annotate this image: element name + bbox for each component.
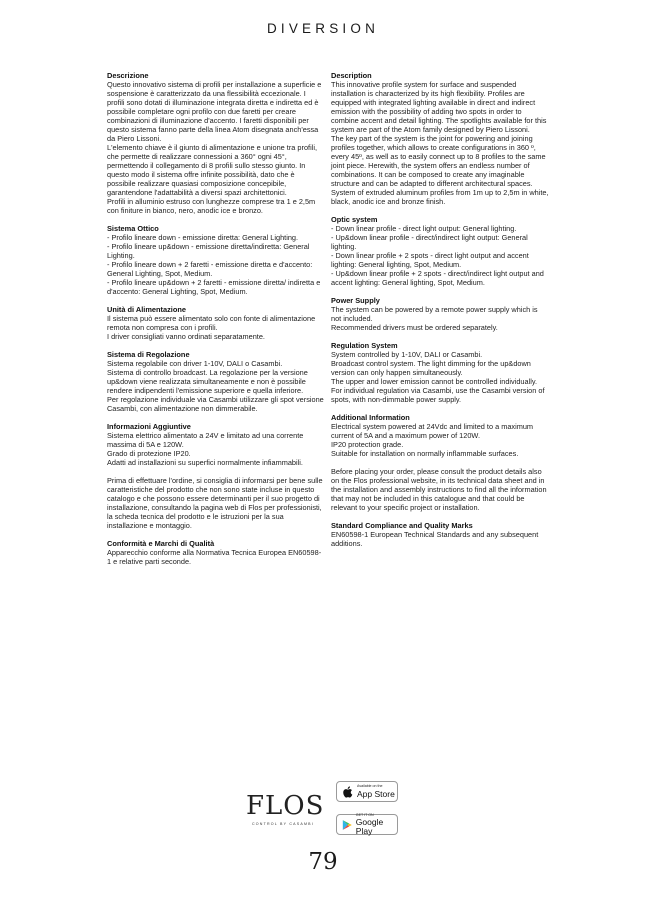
section-paragraph: IP20 protection grade. (331, 440, 404, 449)
text-section (107, 350, 325, 413)
text-section (331, 341, 549, 404)
text-section (331, 296, 549, 332)
app-store-small-text: Available on the (357, 783, 383, 788)
section-paragraph: Profili in alluminio estruso con lunghezze comprese tra 1 e 2,5m con finiture in bianco, nero, anodic ice e bronzo. (107, 197, 316, 215)
section-paragraph: This innovative profile system for surface and suspended installation is characterized by its high flexibility. Profiles are equipped with integrated lighting available in direct and indirect emission with the possibility of adding two spots in order to combine accent and detail lighting. The spotlights available for this system are part of the Atom family designed by Piero Lissoni. (331, 80, 547, 134)
section-paragraph: Il sistema può essere alimentato solo con fonte di alimentazione remota non compresa con i profili. (107, 314, 316, 332)
flos-logo (246, 791, 325, 826)
section-paragraph: For individual regulation via Casambi, use the Casambi version of spots, with non-dimmable power supply. (331, 386, 545, 404)
section-heading: Unità di Alimentazione (107, 305, 186, 314)
text-section (331, 413, 549, 458)
google-play-label: Google Play (355, 817, 384, 836)
section-paragraph: Adatti ad installazioni su superfici normalmente infiammabili. (107, 458, 303, 467)
text-section (107, 71, 325, 215)
text-section (331, 71, 549, 206)
section-paragraph: Recommended drivers must be ordered separately. (331, 323, 498, 332)
text-section (331, 521, 549, 548)
section-paragraph: Sistema regolabile con driver 1-10V, DALI o Casambi. (107, 359, 283, 368)
section-paragraph: Suitable for installation on normally inflammable surfaces. (331, 449, 519, 458)
google-play-icon (342, 819, 352, 831)
section-paragraph: Electrical system powered at 24Vdc and limited to a maximum current of 5A and a maximum power of 120W. (331, 422, 534, 440)
italian-text-column (107, 71, 325, 575)
section-paragraph: Broadcast control system. The light dimming for the up&down version can only happen simultaneously. (331, 359, 531, 377)
section-heading: Description (331, 71, 372, 80)
section-paragraph: - Profilo lineare down - emissione diretta: General Lighting. (107, 233, 299, 242)
section-heading: Standard Compliance and Quality Marks (331, 521, 473, 530)
app-store-label: App Store (357, 788, 395, 799)
text-section (107, 476, 325, 530)
section-paragraph: - Profilo lineare down + 2 faretti - emissione diretta e d'accento: General Lighting, Spot, Medium. (107, 260, 313, 278)
text-section (107, 422, 325, 467)
google-play-badge[interactable] (336, 814, 398, 835)
google-play-small-text: GET IT ON (355, 812, 374, 817)
section-paragraph: System of extruded aluminum profiles from 1m up to 2,5m in white, black, anodic ice and bronze finish. (331, 188, 549, 206)
section-heading: Informazioni Aggiuntive (107, 422, 191, 431)
section-paragraph: Grado di protezione IP20. (107, 449, 191, 458)
section-paragraph: - Profilo lineare up&down - emissione diretta/indiretta: General Lighting. (107, 242, 310, 260)
section-paragraph: L'elemento chiave è il giunto di alimentazione e unione tra profili, che permette di realizzare connessioni a 360° ogni 45°, permettendo il collegamento di 8 profili sullo stesso giunto. In questo modo il sistema offre infinite possibilità, dato che è possibile realizzare quasiasi composizione concepibile, garantendone l'adattabilità a diversi spazi architettonici. (107, 143, 318, 197)
app-store-badge[interactable] (336, 781, 398, 802)
section-paragraph: Questo innovativo sistema di profili per installazione a superficie e sospensione è caratterizzato da una flessibilità eccezionale. I profili sono dotati di illuminazione integrata diretta e indiretta ed è possibile completare ogni profilo con due faretti per creare combinazioni di illuminazione d'accento. I faretti disponibili per questo sistema fanno parte della linea Atom disegnata anch'essa da Piero Lissoni. (107, 80, 322, 143)
section-paragraph: I driver consigliati vanno ordinati separatamente. (107, 332, 265, 341)
section-paragraph: EN60598-1 European Technical Standards and any subsequent additions. (331, 530, 539, 548)
section-paragraph: The upper and lower emission cannot be controlled individually. (331, 377, 538, 386)
text-section (331, 467, 549, 512)
section-paragraph: - Profilo lineare up&down + 2 faretti - emissione diretta/ indiretta e d'accento: General Lighting, Spot, Medium. (107, 278, 321, 296)
section-heading: Power Supply (331, 296, 380, 305)
section-paragraph: Apparecchio conforme alla Normativa Tecnica Europea EN60598-1 e relative parti seconde. (107, 548, 322, 566)
section-paragraph: - Down linear profile + 2 spots - direct light output and accent lighting: General lighting, Spot, Medium. (331, 251, 529, 269)
section-paragraph: Before placing your order, please consult the product details also on the Flos professional website, in its technical data sheet and in the installation and assembly instructions to find all the information that may not be included in this catalogue and that could be relevant to your specific project or installation. (331, 467, 547, 512)
section-paragraph: Prima di effettuare l'ordine, si consiglia di informarsi per bene sulle caratteristiche del prodotto che non sono state incluse in questo catalogo e che possono essere determinanti per il suo progetto di installazione, consultando la pagina web di Flos per professionisti, la scheda tecnica del prodotto e le istruzioni per la sua installazione e montaggio. (107, 476, 323, 530)
section-paragraph: Per regolazione individuale via Casambi utilizzare gli spot versione Casambi, con alimentazione non dimmerabile. (107, 395, 324, 413)
page-header-title: DIVERSION (266, 21, 380, 36)
section-paragraph: - Down linear profile - direct light output: General lighting. (331, 224, 517, 233)
section-heading: Additional Information (331, 413, 410, 422)
section-heading: Conformità e Marchi di Qualità (107, 539, 215, 548)
section-heading: Regulation System (331, 341, 398, 350)
text-section (331, 215, 549, 287)
section-heading: Descrizione (107, 71, 149, 80)
section-heading: Sistema di Regolazione (107, 350, 190, 359)
section-heading: Optic system (331, 215, 378, 224)
text-section (107, 224, 325, 296)
text-section (107, 539, 325, 566)
section-paragraph: The key part of the system is the joint for powering and joining profiles together, which allows to create configurations in 360 º, every 45º, as well as to easily connect up to 8 profiles to the same joint piece. Herewith, the system offers an endless number of combinations. It can be composed to create any imaginable structure and can be adapted to different architectural spaces. (331, 134, 546, 188)
section-paragraph: - Up&down linear profile + 2 spots - direct/indirect light output and accent lighting: General lighting, Spot, Medium. (331, 269, 544, 287)
section-paragraph: System controlled by 1-10V, DALI or Casambi. (331, 350, 483, 359)
section-paragraph: The system can be powered by a remote power supply which is not included. (331, 305, 538, 323)
flos-logo-subtext: CONTROL BY CASAMBI (252, 822, 314, 826)
apple-icon (342, 786, 353, 798)
section-heading: Sistema Ottico (107, 224, 159, 233)
text-section (107, 305, 325, 341)
flos-logo-text: FLOS (246, 791, 325, 821)
section-paragraph: - Up&down linear profile - direct/indirect light output: General lighting. (331, 233, 528, 251)
english-text-column (331, 71, 549, 557)
section-paragraph: Sistema elettrico alimentato a 24V e limitato ad una corrente massima di 5A e 120W. (107, 431, 304, 449)
section-paragraph: Sistema di controllo broadcast. La regolazione per la versione up&down viene realizzata simultaneamente e non è possibile rendere indipendenti l'emissione superiore e quella inferiore. (107, 368, 308, 395)
page-number: 79 (308, 849, 338, 875)
